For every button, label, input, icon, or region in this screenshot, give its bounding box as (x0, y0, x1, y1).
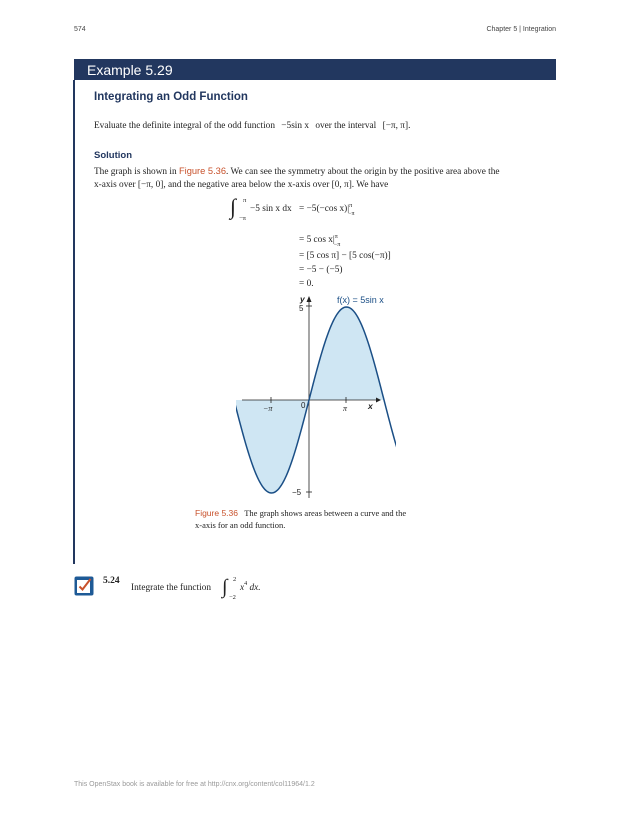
integral-integrand: −5 sin x dx (250, 204, 292, 214)
integral-upper-limit: π (243, 197, 247, 204)
integral-lower-limit: −π (239, 215, 246, 222)
checkpoint-base: x (240, 583, 245, 593)
step-2-upper: π (334, 234, 338, 240)
y-axis-arrow (307, 296, 312, 302)
figure-caption (195, 507, 455, 531)
figure-link[interactable]: Figure 5.36 (178, 166, 226, 176)
problem-statement (94, 120, 410, 133)
checkpoint-upper: 2 (233, 576, 237, 583)
y-tick-label-bottom: −5 (292, 488, 302, 497)
negative-area-fill (309, 307, 384, 400)
checkpoint-integrand (240, 583, 261, 593)
checkpoint-power: 4 (244, 581, 248, 587)
prompt-middle: over the interval (315, 121, 377, 131)
prompt-before: Evaluate the definite integral of the odd function (94, 121, 275, 131)
solution-paragraph (94, 165, 544, 191)
checkpoint-integral-sign: ∫ (222, 576, 228, 598)
chapter-title: Chapter 5 | Integration (486, 26, 556, 33)
caption-text-2: x-axis for an odd function. (195, 520, 286, 530)
example-subtitle: Integrating an Odd Function (94, 91, 248, 103)
y-tick-label-top: 5 (299, 304, 304, 313)
integral-sign: ∫ (230, 194, 237, 219)
solution-line-2: x-axis over [−π, 0], and the negative area below the x-axis over [0, π]. We have (94, 179, 389, 190)
caption-label: Figure 5.36 (195, 508, 238, 518)
page-number: 574 (74, 26, 86, 33)
checkpoint-dx: dx. (249, 583, 261, 593)
example-title: Example 5.29 (87, 62, 173, 78)
equation-step-2 (299, 234, 341, 248)
caption-text-1: The graph shows areas between a curve and the (244, 508, 407, 518)
step-1-lower: −π (348, 211, 355, 217)
step-2-lower: −π (333, 242, 341, 248)
y-axis-label: y (300, 294, 305, 304)
checkpoint-number: 5.24 (103, 576, 120, 586)
example-banner (74, 59, 556, 80)
step-1-expression: = −5(−cos x)| (299, 204, 350, 214)
checkpoint-text (131, 583, 211, 593)
example-side-rule (73, 80, 75, 564)
solution-text-b: . We can see the symmetry about the origin by the positive area above the (226, 167, 500, 177)
checkpoint-icon (74, 576, 94, 596)
prompt-function: −5sin x (281, 121, 310, 131)
checkpoint-lower: −2 (229, 594, 236, 601)
x-axis-label: x (368, 401, 373, 411)
sine-graph (236, 290, 396, 500)
equation-step-4: = −5 − (−5) (299, 265, 343, 275)
equation-step-5: = 0. (299, 279, 314, 289)
step-2-expression: = 5 cos x| (299, 235, 335, 245)
equation-step-3: = [5 cos π] − [5 cos(−π)] (299, 251, 391, 261)
solution-line-1 (94, 165, 544, 179)
function-label: f(x) = 5sin x (337, 295, 384, 305)
origin-label: 0 (301, 401, 306, 410)
page-footer: This OpenStax book is available for free at http://cnx.org/content/col11964/1.2 (74, 781, 315, 788)
checkpoint-prefix: Integrate the function (131, 583, 212, 593)
x-tick-label-pos-pi: π (343, 404, 348, 413)
prompt-interval: [−π, π]. (382, 121, 411, 131)
equation-step-1 (299, 203, 355, 217)
x-tick-label-neg-pi: −π (263, 404, 273, 413)
solution-text-a: The graph is shown in (94, 167, 177, 177)
step-1-upper: π (349, 203, 353, 209)
solution-heading: Solution (94, 150, 132, 161)
